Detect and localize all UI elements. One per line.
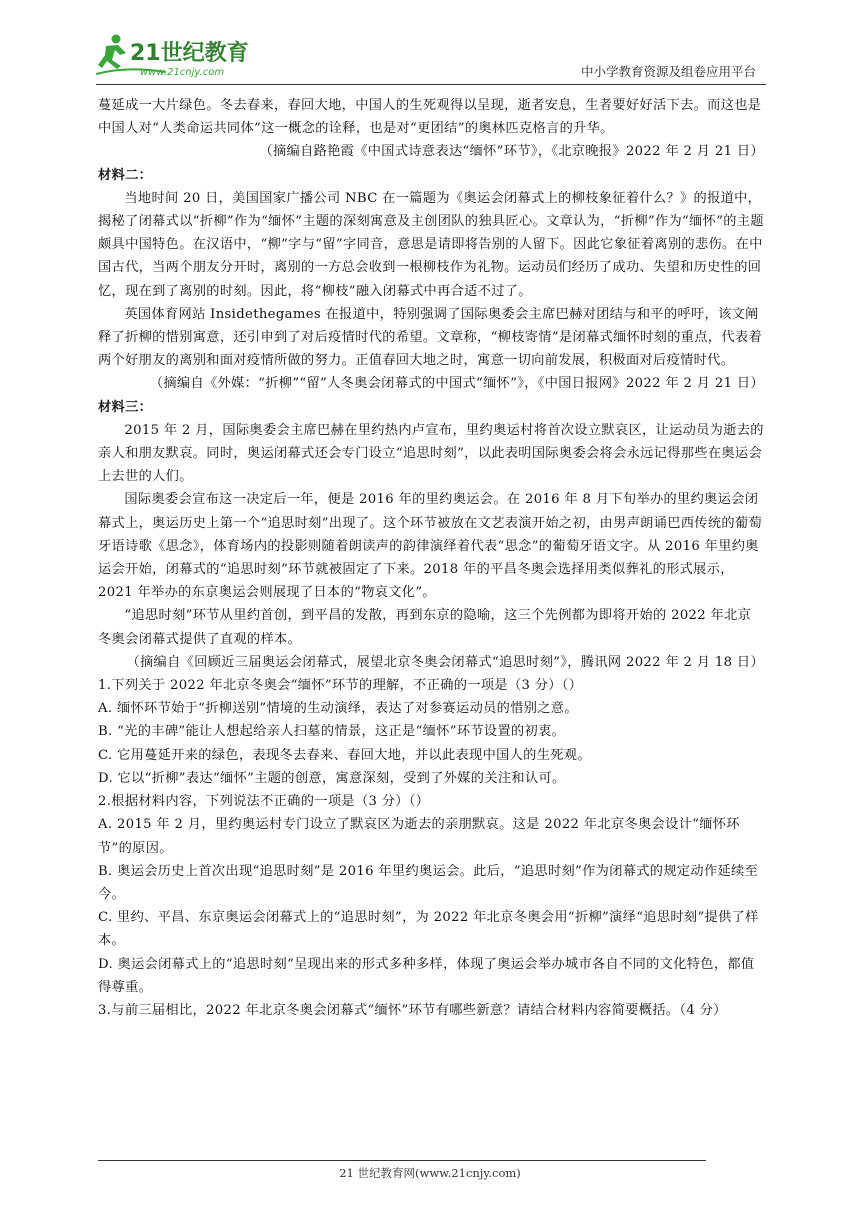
material-2-paragraph-2: 英国体育网站 Insidethegames 在报道中，特别强调了国际奥委会主席巴赫对团结与和平的呼吁，该文阐释了折柳的惜别寓意，还引申到了对后疫情时代的希望。文章称，“柳枝寄情”是闭幕式缅怀时刻的重点，代表着两个好朋友的离别和面对疫情所做的努力。正值春回大地之时，寓意一切向前发展，积极面对后疫情时代。 bbox=[98, 306, 762, 369]
material-3-heading: 材料三： bbox=[98, 399, 153, 415]
question-1-option-c: C. 它用蔓延开来的绿色，表现冬去春来、春回大地，并以此表现中国人的生死观。 bbox=[98, 747, 591, 763]
site-logo bbox=[96, 30, 266, 80]
material-3-paragraph-2: 国际奥委会宣布这一决定后一年，便是 2016 年的里约奥运会。在 2016 年 8 月下旬举办的里约奥运会闭幕式上，奥运历史上第一个“追思时刻”出现了。这个环节被放在文艺表演开始之初，由男声朗诵巴西传统的葡萄牙语诗歌《思念》，体育场内的投影则随着朗读声的韵律演绎着代表“思念”的葡萄牙语文字。从 2016 年里约奥运会开始，闭幕式的“追思时刻”环节就被固定了下来。2018 年的平昌冬奥会选择用类似葬礼的形式展示，2021 年举办的东京奥运会则展现了日本的“物哀文化”。 bbox=[98, 492, 762, 601]
material-2-paragraph-1: 当地时间 20 日，美国国家广播公司 NBC 在一篇题为《奥运会闭幕式上的柳枝象征着什么？》的报道中，揭秘了闭幕式以“折柳”作为“缅怀”主题的深刻寓意及主创团队的独具匠心。文章认为，“折柳”作为“缅怀”的主题颇具中国特色。在汉语中，“柳”字与“留”字同音，意思是请即将告别的人留下。因此它象征着离别的悲伤。在中国古代，当两个朋友分开时，离别的一方总会收到一根柳枝作为礼物。运动员们经历了成功、失望和历史性的回忆，现在到了离别的时刻。因此，将“柳枝”融入闭幕式中再合适不过了。 bbox=[98, 190, 764, 299]
question-2-option-c: C. 里约、平昌、东京奥运会闭幕式上的“追思时刻”，为 2022 年北京冬奥会用“折柳”演绎“追思时刻”提供了样本。 bbox=[98, 910, 759, 949]
question-1: 1.下列关于 2022 年北京冬奥会“缅怀”环节的理解，不正确的一项是（3 分）（） bbox=[98, 678, 583, 694]
paragraph-continued: 蔓延成一大片绿色。冬去春来，春回大地，中国人的生死观得以呈现，逝者安息，生者要好好活下去。而这也是中国人对“人类命运共同体”这一概念的诠释，也是对“更团结”的奥林匹克格言的升华。 bbox=[98, 98, 762, 137]
svg-text:www.21cnjy.com: www.21cnjy.com bbox=[140, 67, 225, 78]
question-1-option-b: B. “光的丰碑”能让人想起给亲人扫墓的情景，这正是“缅怀”环节设置的初衷。 bbox=[98, 724, 566, 740]
document-body bbox=[98, 94, 764, 1022]
header-divider bbox=[96, 84, 766, 85]
platform-name: 中小学教育资源及组卷应用平台 bbox=[580, 64, 756, 79]
question-2-option-b: B. 奥运会历史上首次出现“追思时刻”是 2016 年里约奥运会。此后，“追思时刻”作为闭幕式的规定动作延续至今。 bbox=[98, 863, 759, 902]
footer-text: 21 世纪教育网(www.21cnjy.com) bbox=[339, 1166, 521, 1180]
question-3: 3.与前三届相比，2022 年北京冬奥会闭幕式“缅怀”环节有哪些新意？请结合材料内容简要概括。（4 分） bbox=[98, 1002, 727, 1018]
material-3-paragraph-1: 2015 年 2 月，国际奥委会主席巴赫在里约热内卢宣布，里约奥运村将首次设立默哀区，让运动员为逝去的亲人和朋友默哀。同时，奥运闭幕式还会专门设立“追思时刻”，以此表明国际奥委会将会永远记得那些在奥运会上去世的人们。 bbox=[98, 422, 764, 485]
page-header bbox=[96, 28, 766, 86]
source-citation-1: （摘编自路艳霞《中国式诗意表达“缅怀”环节》，《北京晚报》2022 年 2 月 21 日） bbox=[259, 144, 764, 160]
source-citation-3: （摘编自《回顾近三届奥运会闭幕式，展望北京冬奥会闭幕式“追思时刻”》，腾讯网 2022 年 2 月 18 日） bbox=[126, 654, 764, 670]
question-1-option-a: A. 缅怀环节始于“折柳送别”情境的生动演绎，表达了对参赛运动员的惜别之意。 bbox=[98, 701, 578, 717]
footer-divider bbox=[98, 1160, 706, 1161]
material-2-heading: 材料二： bbox=[98, 167, 153, 183]
question-1-option-d: D. 它以“折柳”表达“缅怀”主题的创意，寓意深刻，受到了外媒的关注和认可。 bbox=[98, 770, 566, 786]
question-2-option-a: A. 2015 年 2 月，里约奥运村专门设立了默哀区为逝去的亲朋默哀。这是 2022 年北京冬奥会设计“缅怀环节”的原因。 bbox=[98, 817, 740, 856]
question-2: 2.根据材料内容，下列说法不正确的一项是（3 分）（） bbox=[98, 794, 430, 810]
svg-text:21世纪教育: 21世纪教育 bbox=[130, 41, 249, 66]
question-2-option-d: D. 奥运会闭幕式上的“追思时刻”呈现出来的形式多种多样，体现了奥运会举办城市各自不同的文化特色，都值得尊重。 bbox=[98, 956, 755, 995]
source-citation-2: （摘编自《外媒：“折柳”“留”人冬奥会闭幕式的中国式“缅怀”》，《中国日报网》2022 年 2 月 21 日） bbox=[149, 376, 764, 392]
material-3-paragraph-3: “追思时刻”环节从里约首创，到平昌的发散，再到东京的隐喻，这三个先例都为即将开始的 2022 年北京冬奥会闭幕式提供了直观的样本。 bbox=[98, 608, 752, 647]
